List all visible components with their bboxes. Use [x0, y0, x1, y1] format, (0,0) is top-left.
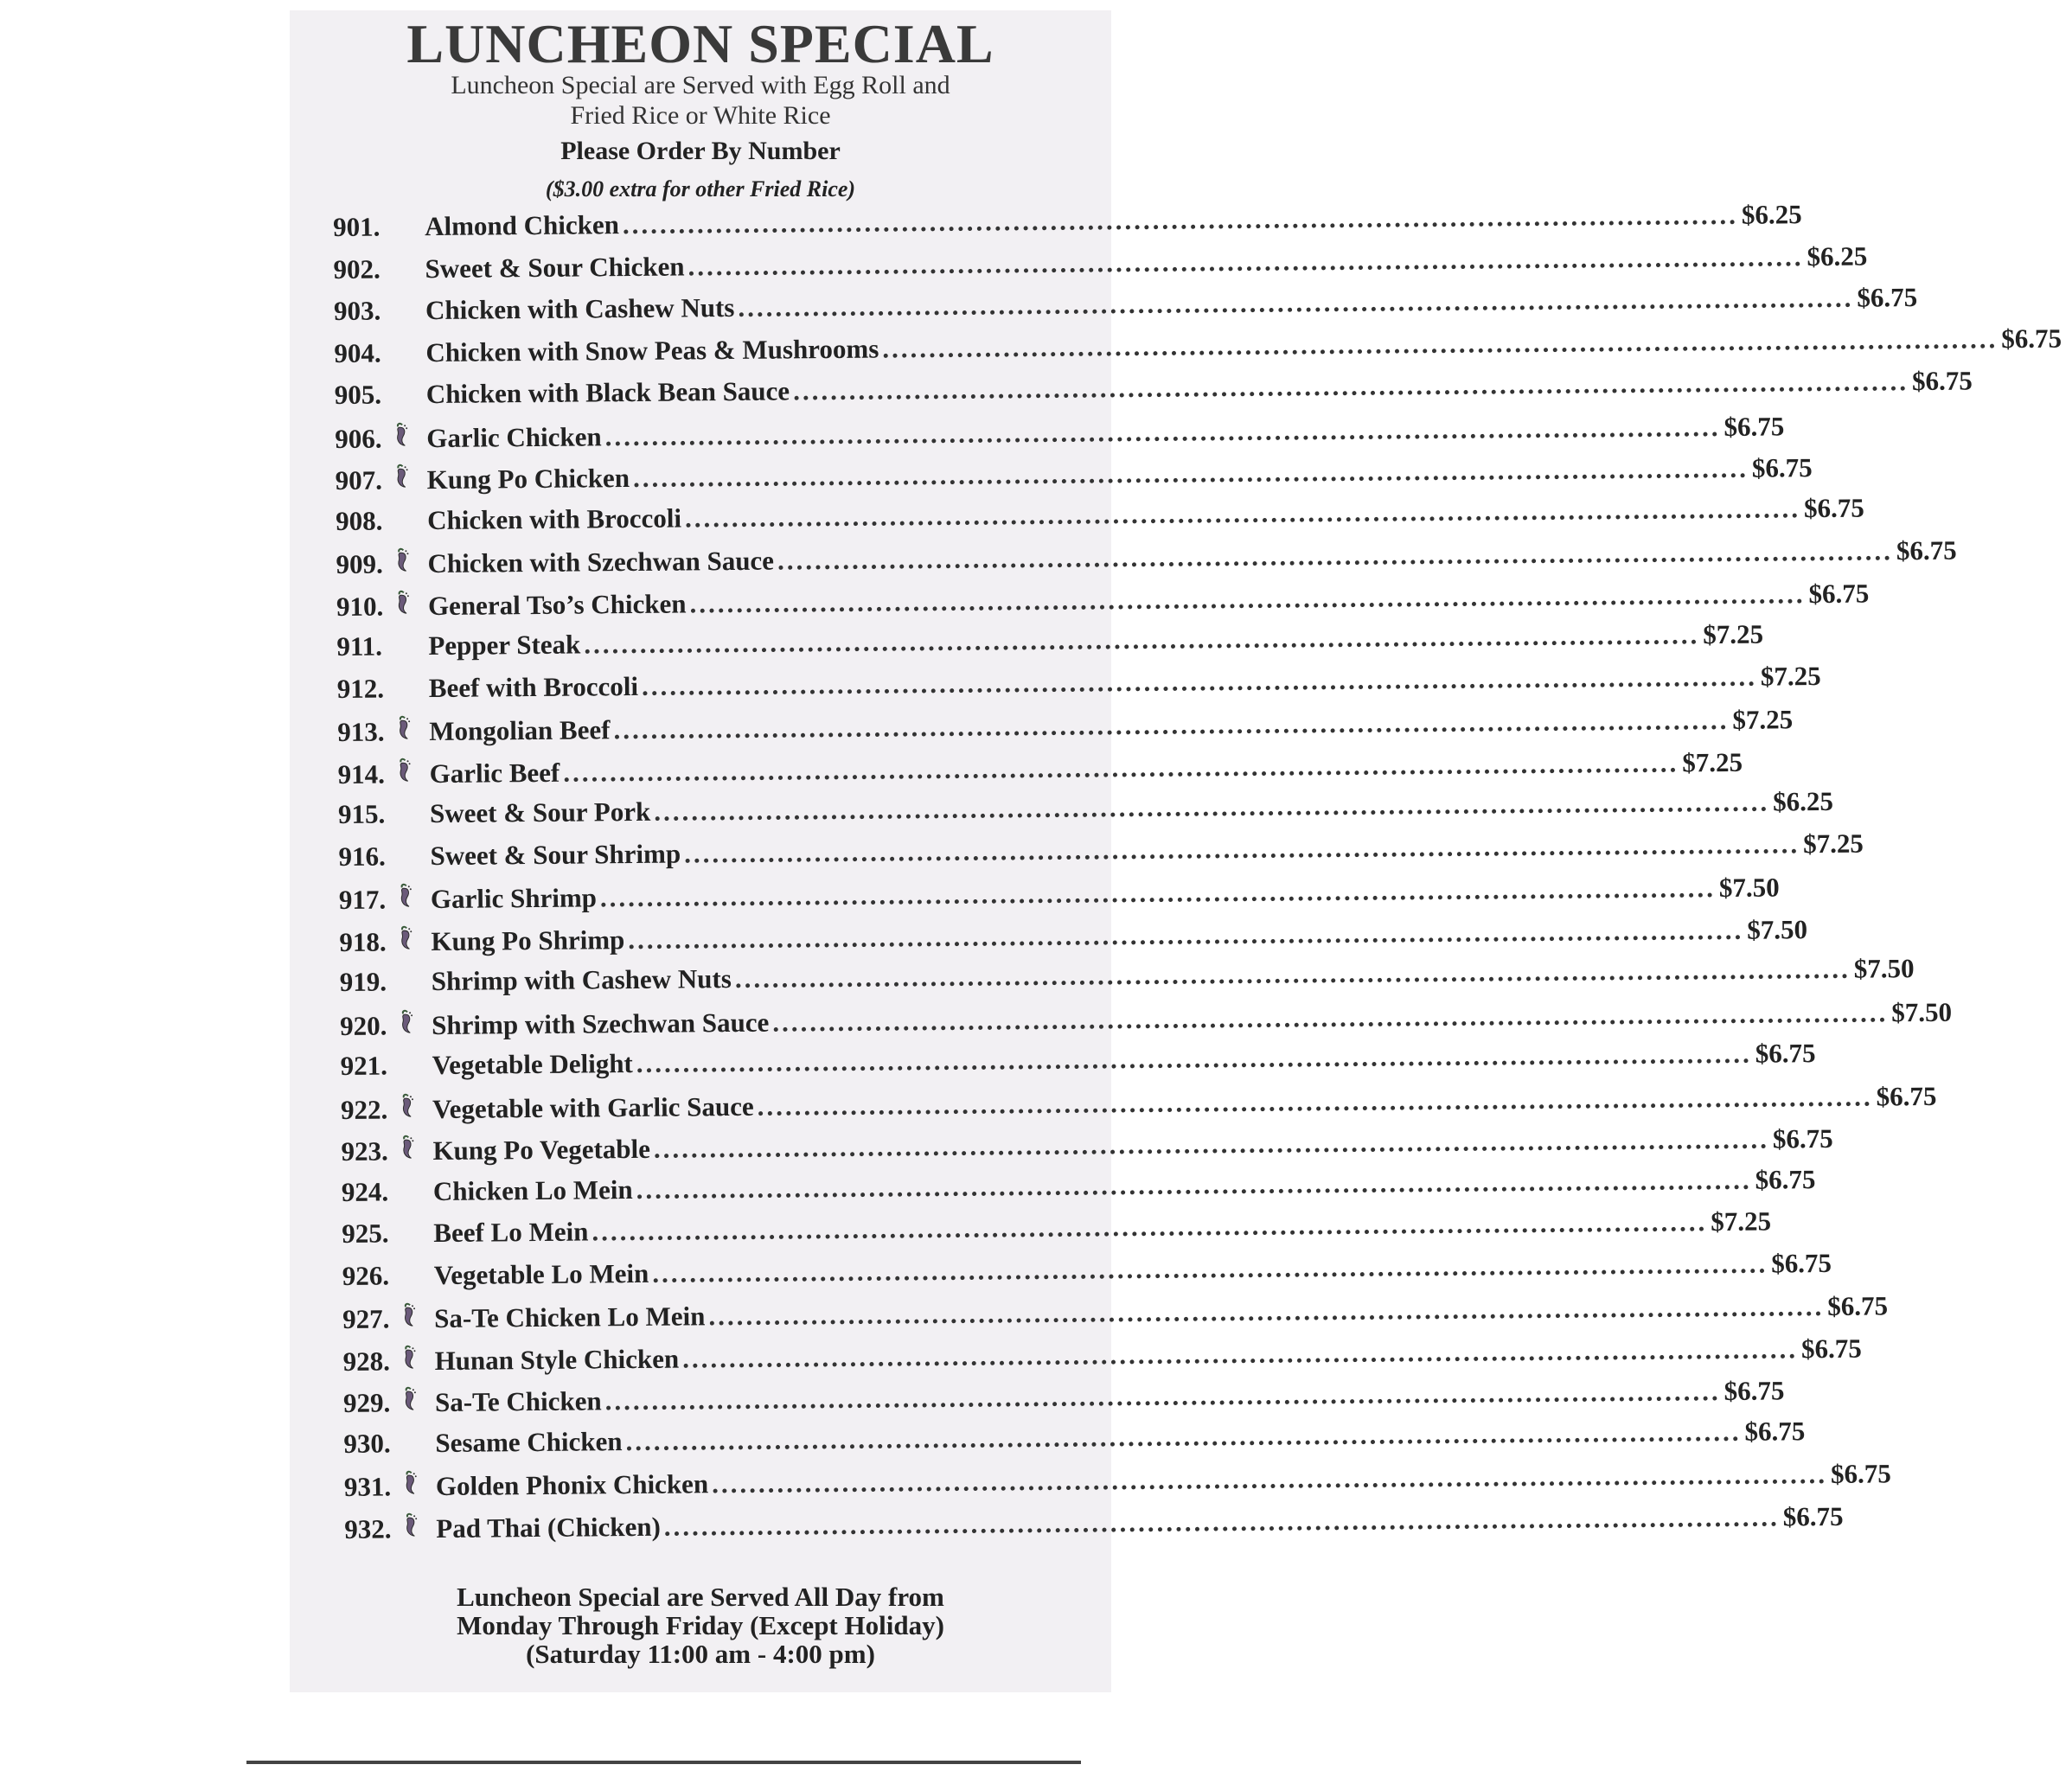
menu-item-price: $6.75 — [1755, 1038, 1816, 1069]
dot-leader: ........................................................................................................................ — [604, 1376, 1721, 1416]
menu-item-number: 919. — [339, 966, 387, 997]
dot-leader: ........................................................................................................................ — [592, 1206, 1708, 1247]
menu-item-number: 921. — [340, 1050, 388, 1081]
menu-item-number: 913. — [337, 716, 385, 747]
dot-leader: ........................................................................................................................ — [632, 452, 1749, 493]
dot-leader: ........................................................................................................................ — [772, 996, 1889, 1038]
menu-item-number: 915. — [337, 798, 386, 829]
menu-item-price: $7.25 — [1682, 746, 1743, 777]
dot-leader: ........................................................................................................................ — [563, 746, 1679, 788]
menu-item — [336, 534, 1957, 589]
dot-leader: ........................................................................................................................ — [636, 1164, 1752, 1205]
menu-item-name: Kung Po Vegetable — [432, 1133, 651, 1167]
menu-item-name: Sweet & Sour Chicken — [425, 250, 685, 284]
menu-item-number: 922. — [340, 1093, 388, 1125]
menu-item — [337, 746, 1743, 799]
dot-leader: ........................................................................................................................ — [687, 240, 1804, 281]
hot-pepper-icon — [396, 924, 431, 950]
menu-item-number: 914. — [337, 758, 386, 790]
menu-item-price: $6.25 — [1741, 199, 1802, 230]
dot-leader: ........................................................................................................................ — [792, 366, 1909, 406]
menu-item-number: 925. — [342, 1218, 389, 1249]
menu-item-number: 931. — [343, 1471, 392, 1502]
menu-item-price: $6.25 — [1773, 785, 1834, 817]
menu-item-price: $7.25 — [1760, 660, 1821, 692]
menu-item-name: Beef with Broccoli — [428, 670, 639, 703]
menu-item-name: Chicken with Cashew Nuts — [425, 291, 735, 326]
menu-item-name: Chicken with Black Bean Sauce — [425, 375, 790, 410]
menu-item — [334, 365, 1973, 421]
menu-item-price: $6.75 — [1723, 410, 1785, 442]
hot-pepper-icon — [398, 1134, 432, 1160]
dot-leader: ........................................................................................................................ — [777, 535, 1894, 576]
dot-leader: ........................................................................................................................ — [663, 1500, 1780, 1542]
menu-item-price: $6.75 — [1911, 365, 1973, 397]
menu-item-name: Pad Thai (Chicken) — [436, 1511, 661, 1544]
menu-item-number: 917. — [338, 884, 387, 915]
menu-item-number: 927. — [342, 1303, 390, 1334]
menu-item — [337, 785, 1834, 841]
menu-item-name: Vegetable with Garlic Sauce — [432, 1090, 754, 1124]
subtitle-line-1: Luncheon Special are Served with Egg Roll and — [451, 71, 950, 99]
order-note: Please Order By Number — [560, 137, 841, 165]
dot-leader: ........................................................................................................................ — [613, 704, 1730, 745]
menu-item-name: Sa-Te Chicken — [434, 1385, 602, 1418]
menu-item-price: $6.75 — [1857, 282, 1918, 313]
menu-item-price: $6.75 — [1744, 1415, 1806, 1447]
menu-item-price: $6.75 — [1830, 1458, 1891, 1489]
menu-item-price: $6.75 — [1755, 1163, 1816, 1195]
menu-item — [340, 1080, 1937, 1135]
menu-item-name: Garlic Chicken — [426, 420, 602, 453]
menu-item-name: Beef Lo Mein — [433, 1216, 589, 1249]
menu-item — [343, 1415, 1806, 1470]
footer-note — [290, 1582, 1111, 1668]
menu-item-price: $7.25 — [1802, 828, 1864, 859]
menu-item — [337, 704, 1794, 757]
hot-pepper-icon — [401, 1469, 436, 1495]
menu-item-price: $6.75 — [1803, 492, 1864, 523]
menu-item-number: 932. — [344, 1512, 392, 1544]
menu-item-price: $6.75 — [1772, 1122, 1833, 1154]
dot-leader: ........................................................................................................................ — [681, 1333, 1799, 1374]
hot-pepper-icon — [393, 589, 428, 615]
menu-item-price: $6.75 — [1800, 1333, 1862, 1364]
menu-item — [333, 240, 1868, 296]
menu-item-price: $6.25 — [1807, 240, 1868, 272]
hot-pepper-icon — [394, 757, 429, 783]
menu-item — [334, 323, 2062, 380]
hot-pepper-icon — [392, 421, 426, 447]
dot-leader: ........................................................................................................................ — [654, 786, 1770, 827]
menu-item-number: 926. — [342, 1259, 390, 1291]
menu-item — [341, 1163, 1816, 1218]
menu-item-number: 901. — [333, 211, 381, 242]
menu-item-name: Mongolian Beef — [429, 714, 611, 747]
dot-leader: ........................................................................................................................ — [641, 661, 1758, 701]
menu-item-price: $6.75 — [1723, 1375, 1785, 1407]
hot-pepper-icon — [393, 463, 427, 489]
menu-item — [339, 913, 1808, 967]
extra-note: ($3.00 extra for other Fried Rice) — [545, 176, 856, 201]
menu-item-name: Hunan Style Chicken — [434, 1343, 680, 1376]
menu-item-name: Shrimp with Cashew Nuts — [431, 963, 732, 997]
hot-pepper-icon — [401, 1512, 436, 1538]
menu-item-name: Chicken with Broccoli — [426, 502, 682, 535]
menu-item-number: 920. — [340, 1009, 387, 1041]
menu-item-name: Pepper Steak — [428, 629, 581, 662]
menu-item-name: Garlic Beef — [429, 757, 560, 789]
menu-item-number: 909. — [336, 548, 383, 579]
hot-pepper-icon — [400, 1344, 434, 1370]
menu-item — [335, 452, 1813, 505]
menu-item — [336, 578, 1870, 631]
menu-title: LUNCHEON SPECIAL — [406, 13, 994, 74]
menu-item-number: 929. — [342, 1387, 391, 1418]
menu-item — [335, 492, 1864, 547]
menu-item-name: Kung Po Chicken — [426, 463, 630, 495]
hot-pepper-icon — [397, 1008, 432, 1034]
menu-item-price: $7.50 — [1718, 872, 1780, 904]
menu-item-number: 928. — [342, 1345, 390, 1377]
dot-leader: ........................................................................................................................ — [625, 1416, 1742, 1456]
menu-item — [335, 410, 1785, 464]
menu-item-name: Sa-Te Chicken Lo Mein — [434, 1301, 706, 1334]
dot-leader: ........................................................................................................................ — [711, 1458, 1828, 1499]
menu-item-number: 916. — [338, 840, 386, 872]
footer-line-2: Monday Through Friday (Except Holiday) — [457, 1610, 944, 1640]
menu-item — [340, 1038, 1816, 1092]
menu-item-number: 906. — [335, 423, 382, 454]
menu-item — [340, 996, 1953, 1051]
menu-item-name: Sweet & Sour Pork — [429, 796, 651, 829]
dot-leader: ........................................................................................................................ — [738, 282, 1854, 323]
menu-item-number: 924. — [341, 1175, 389, 1207]
menu-item — [341, 1122, 1833, 1176]
dot-leader: ........................................................................................................................ — [684, 492, 1801, 533]
menu-item — [344, 1500, 1844, 1554]
menu-item-price: $7.25 — [1732, 704, 1794, 735]
menu-item-name: Chicken Lo Mein — [432, 1173, 633, 1206]
dot-leader: ........................................................................................................................ — [652, 1248, 1768, 1288]
menu-item — [343, 1458, 1891, 1512]
menu-item-price: $7.50 — [1891, 996, 1953, 1027]
menu-item-number: 911. — [336, 630, 383, 662]
hot-pepper-icon — [396, 882, 431, 908]
menu-item-number: 904. — [334, 337, 381, 368]
dot-leader: ........................................................................................................................ — [882, 323, 1998, 363]
menu-item-price: $6.75 — [1771, 1247, 1832, 1279]
dot-leader: ........................................................................................................................ — [599, 873, 1717, 913]
page-rule — [246, 1761, 1081, 1764]
dot-leader: ........................................................................................................................ — [708, 1291, 1825, 1332]
menu-item — [333, 199, 1802, 253]
footer-line-3: (Saturday 11:00 am - 4:00 pm) — [526, 1639, 875, 1669]
menu-item-number: 910. — [336, 591, 384, 622]
menu-item-number: 912. — [336, 673, 385, 704]
dot-leader: ........................................................................................................................ — [757, 1081, 1873, 1122]
menu-item-name: Shrimp with Szechwan Sauce — [432, 1007, 770, 1040]
menu-item — [342, 1247, 1832, 1302]
menu-list — [333, 199, 2062, 1552]
hot-pepper-icon — [398, 1092, 432, 1118]
menu-item-name: Golden Phonix Chicken — [435, 1468, 709, 1502]
menu-item-price: $6.75 — [1876, 1080, 1937, 1111]
dot-leader: ........................................................................................................................ — [653, 1123, 1770, 1164]
menu-item-number: 918. — [339, 925, 387, 957]
dot-leader: ........................................................................................................................ — [683, 828, 1800, 868]
menu-item-name: Garlic Shrimp — [430, 882, 598, 915]
menu-item — [342, 1333, 1862, 1386]
menu-item-name: Vegetable Lo Mein — [433, 1257, 649, 1290]
menu-item — [342, 1205, 1772, 1260]
menu-item-name: Sweet & Sour Shrimp — [430, 838, 681, 871]
menu-item-name: Chicken with Snow Peas & Mushrooms — [425, 332, 879, 368]
hot-pepper-icon — [400, 1301, 434, 1327]
menu-item-number: 903. — [333, 295, 381, 326]
menu-item — [336, 660, 1821, 715]
dot-leader: ........................................................................................................................ — [584, 619, 1700, 660]
menu-item — [339, 953, 1915, 1008]
menu-item-price: $7.25 — [1711, 1205, 1772, 1237]
menu-item-number: 902. — [333, 253, 381, 285]
menu-item-price: $6.75 — [1896, 534, 1957, 566]
menu-item — [338, 872, 1780, 924]
hot-pepper-icon — [394, 714, 429, 740]
menu-item-number: 930. — [343, 1427, 391, 1459]
menu-item-price: $6.75 — [1782, 1500, 1844, 1531]
menu-item — [336, 618, 1764, 673]
dot-leader: ........................................................................................................................ — [689, 578, 1806, 618]
dot-leader: ........................................................................................................................ — [604, 411, 1721, 451]
menu-item-name: Kung Po Shrimp — [431, 924, 625, 956]
menu-item-name: Almond Chicken — [424, 209, 620, 242]
menu-item-name: Vegetable Delight — [432, 1048, 633, 1081]
hot-pepper-icon — [400, 1385, 435, 1411]
menu-item — [342, 1375, 1785, 1428]
menu-item — [342, 1290, 1889, 1344]
menu-item-name: Chicken with Szechwan Sauce — [427, 545, 775, 579]
menu-item-price: $6.75 — [1751, 452, 1813, 483]
footer-line-1: Luncheon Special are Served All Day from — [457, 1582, 944, 1612]
dot-leader: ........................................................................................................................ — [636, 1038, 1752, 1078]
hot-pepper-icon — [393, 547, 427, 572]
dot-leader: ........................................................................................................................ — [628, 914, 1744, 955]
menu-item-number: 905. — [334, 379, 382, 410]
menu-item-price: $6.75 — [2001, 323, 2062, 354]
menu-item — [333, 282, 1918, 337]
menu-item-price: $7.50 — [1853, 953, 1915, 984]
menu-item — [338, 828, 1864, 883]
dot-leader: ........................................................................................................................ — [622, 199, 1739, 240]
menu-item-price: $6.75 — [1827, 1290, 1889, 1321]
dot-leader: ........................................................................................................................ — [734, 953, 1851, 994]
menu-item-number: 908. — [335, 505, 383, 536]
menu-item-name: General Tso’s Chicken — [427, 587, 687, 621]
menu-item-price: $7.50 — [1747, 913, 1808, 945]
menu-item-number: 907. — [335, 464, 383, 495]
subtitle-line-2: Fried Rice or White Rice — [570, 101, 831, 130]
menu-item-price: $6.75 — [1808, 578, 1870, 609]
menu-item-number: 923. — [341, 1135, 388, 1167]
menu-item-price: $7.25 — [1703, 618, 1764, 650]
menu-item-name: Sesame Chicken — [435, 1425, 623, 1458]
